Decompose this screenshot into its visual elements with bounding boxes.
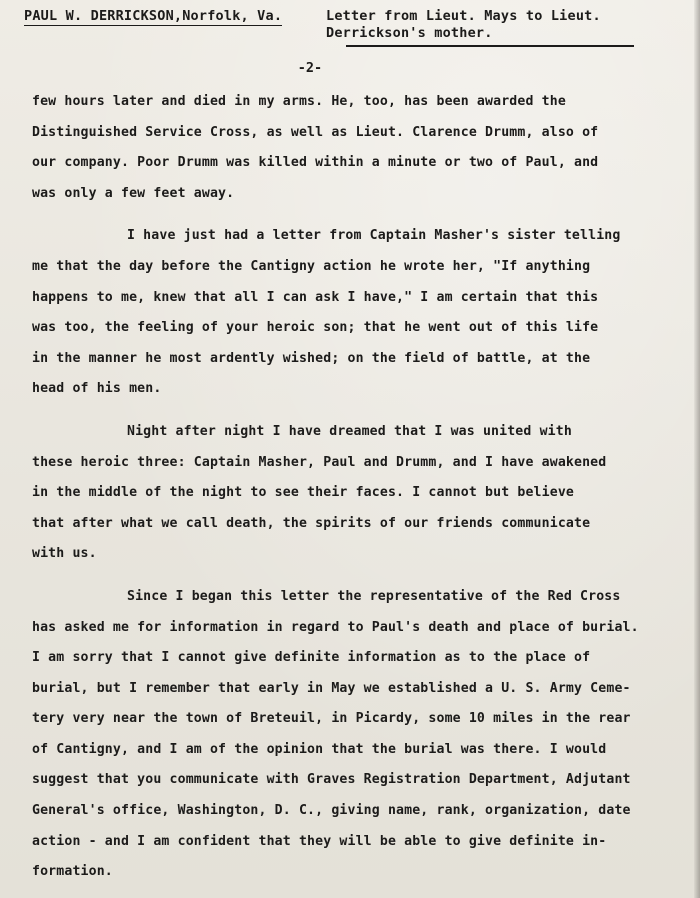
text-line: these heroic three: Captain Masher, Paul and Drumm, and I have awakened [32,454,607,470]
text-line: in the middle of the night to see their faces. I cannot but believe [32,485,574,501]
text-line: in the manner he most ardently wished; on the field of battle, at the [32,350,591,366]
text-line: me that the day before the Cantigny action he wrote her, "If anything [32,258,591,274]
paragraph-1 [32,87,692,209]
letter-header [24,8,684,50]
text-line: that after what we call death, the spirits of our friends communicate [32,515,591,531]
text-line: General's office, Washington, D. C., giving name, rank, organization, date [32,803,631,819]
text-line: action - and I am confident that they will be able to give definite in- [32,833,607,849]
header-recipient: PAUL W. DERRICKSON,Norfolk, Va. [24,8,283,24]
text-line: was only a few feet away. [32,185,235,201]
text-line: Distinguished Service Cross, as well as Lieut. Clarence Drumm, also of [32,124,599,140]
header-underline [346,45,634,47]
header-description-line-1: Letter from Lieut. Mays to Lieut. [326,8,601,24]
text-line: burial, but I remember that early in May we established a U. S. Army Ceme- [32,680,631,696]
text-line: head of his men. [32,381,162,397]
text-line: happens to me, knew that all I can ask I have," I am certain that this [32,289,599,305]
letter-body [32,87,692,888]
text-line: our company. Poor Drumm was killed within a minute or two of Paul, and [32,155,599,171]
text-line: formation. [32,864,113,880]
header-description [326,8,616,42]
paragraph-2 [32,221,692,405]
page-number: -2- [297,60,323,76]
paragraph-4 [32,582,692,888]
text-line: of Cantigny, and I am of the opinion that the burial was there. I would [32,741,607,757]
text-line: I have just had a letter from Captain Masher's sister telling [127,228,621,244]
text-line: with us. [32,546,97,562]
text-line: has asked me for information in regard to Paul's death and place of burial. [32,619,639,635]
text-line: tery very near the town of Breteuil, in Picardy, some 10 miles in the rear [32,711,631,727]
page-edge-shadow [694,0,700,898]
text-line: few hours later and died in my arms. He, too, has been awarded the [32,94,566,109]
text-line: I am sorry that I cannot give definite information as to the place of [32,650,591,666]
text-line: Since I began this letter the representative of the Red Cross [127,588,621,604]
text-line: suggest that you communicate with Graves Registration Department, Adjutant [32,772,631,788]
header-description-line-2: Derrickson's mother. [326,25,493,41]
paragraph-3 [32,417,692,570]
text-line: Night after night I have dreamed that I was united with [127,423,572,439]
text-line: was too, the feeling of your heroic son; that he went out of this life [32,320,599,336]
